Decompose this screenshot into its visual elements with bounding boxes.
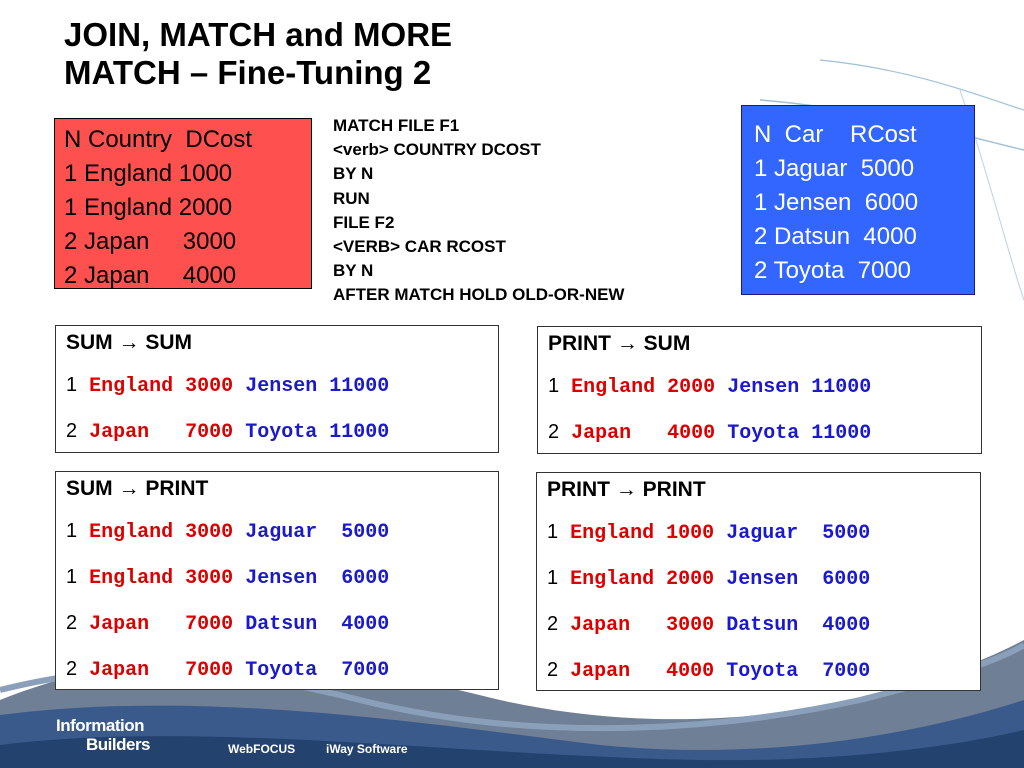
file1-header: N Country DCost bbox=[64, 126, 253, 153]
result-row: 2 Japan 3000 Datsun 4000 bbox=[547, 613, 871, 637]
result-row: 1 England 3000 Jensen 11000 bbox=[66, 374, 390, 398]
file2-header: N Car RCost bbox=[754, 121, 917, 148]
result-row: 1 England 2000 Jensen 11000 bbox=[548, 375, 872, 399]
result-sum-sum bbox=[55, 325, 499, 453]
result-print-sum bbox=[537, 326, 982, 454]
file1-row: 2 Japan 4000 bbox=[64, 262, 237, 289]
file1-row: 2 Japan 3000 bbox=[64, 228, 237, 255]
result-row: 1 England 3000 Jensen 6000 bbox=[66, 566, 390, 590]
file1-row: 1 England 2000 bbox=[64, 194, 233, 221]
result-title: SUM → SUM bbox=[66, 331, 192, 354]
result-row: 1 England 2000 Jensen 6000 bbox=[547, 567, 871, 591]
file2-table bbox=[741, 105, 975, 295]
result-print-print bbox=[536, 472, 981, 691]
file2-row: 2 Datsun 4000 bbox=[754, 223, 917, 250]
footer-product-webfocus: WebFOCUS bbox=[228, 742, 296, 756]
result-sum-print bbox=[55, 471, 499, 690]
result-row: 2 Japan 4000 Toyota 11000 bbox=[548, 421, 872, 445]
result-row: 1 England 3000 Jaguar 5000 bbox=[66, 520, 390, 544]
logo-line-1: Information bbox=[56, 716, 144, 735]
title-line-2: MATCH – Fine-Tuning 2 bbox=[64, 54, 432, 91]
result-row: 2 Japan 7000 Toyota 7000 bbox=[66, 658, 390, 682]
page-title bbox=[64, 16, 452, 92]
information-builders-logo bbox=[56, 716, 150, 754]
result-row: 2 Japan 4000 Toyota 7000 bbox=[547, 659, 871, 683]
code-line: AFTER MATCH HOLD OLD-OR-NEW bbox=[333, 285, 625, 305]
file2-row: 2 Toyota 7000 bbox=[754, 257, 912, 284]
result-row: 2 Japan 7000 Datsun 4000 bbox=[66, 612, 390, 636]
code-line: BY N bbox=[333, 164, 374, 184]
code-line: RUN bbox=[333, 188, 370, 208]
code-line: BY N bbox=[333, 261, 374, 281]
result-row: 2 Japan 7000 Toyota 11000 bbox=[66, 420, 390, 444]
code-line: <verb> COUNTRY DCOST bbox=[333, 140, 541, 160]
logo-line-2: Builders bbox=[86, 735, 151, 754]
footer-product-iway: iWay Software bbox=[326, 742, 408, 756]
result-title: PRINT → PRINT bbox=[547, 478, 706, 501]
file1-table bbox=[54, 118, 312, 289]
result-title: SUM → PRINT bbox=[66, 477, 209, 500]
file2-row: 1 Jensen 6000 bbox=[754, 189, 919, 216]
file1-row: 1 England 1000 bbox=[64, 160, 233, 187]
result-title: PRINT → SUM bbox=[548, 332, 691, 355]
code-line: FILE F2 bbox=[333, 212, 395, 232]
code-line: <VERB> CAR RCOST bbox=[333, 237, 506, 257]
code-line: MATCH FILE F1 bbox=[333, 116, 460, 135]
match-code-block bbox=[333, 114, 624, 308]
file2-row: 1 Jaguar 5000 bbox=[754, 155, 915, 182]
result-row: 1 England 1000 Jaguar 5000 bbox=[547, 521, 871, 545]
title-line-1: JOIN, MATCH and MORE bbox=[64, 16, 453, 53]
